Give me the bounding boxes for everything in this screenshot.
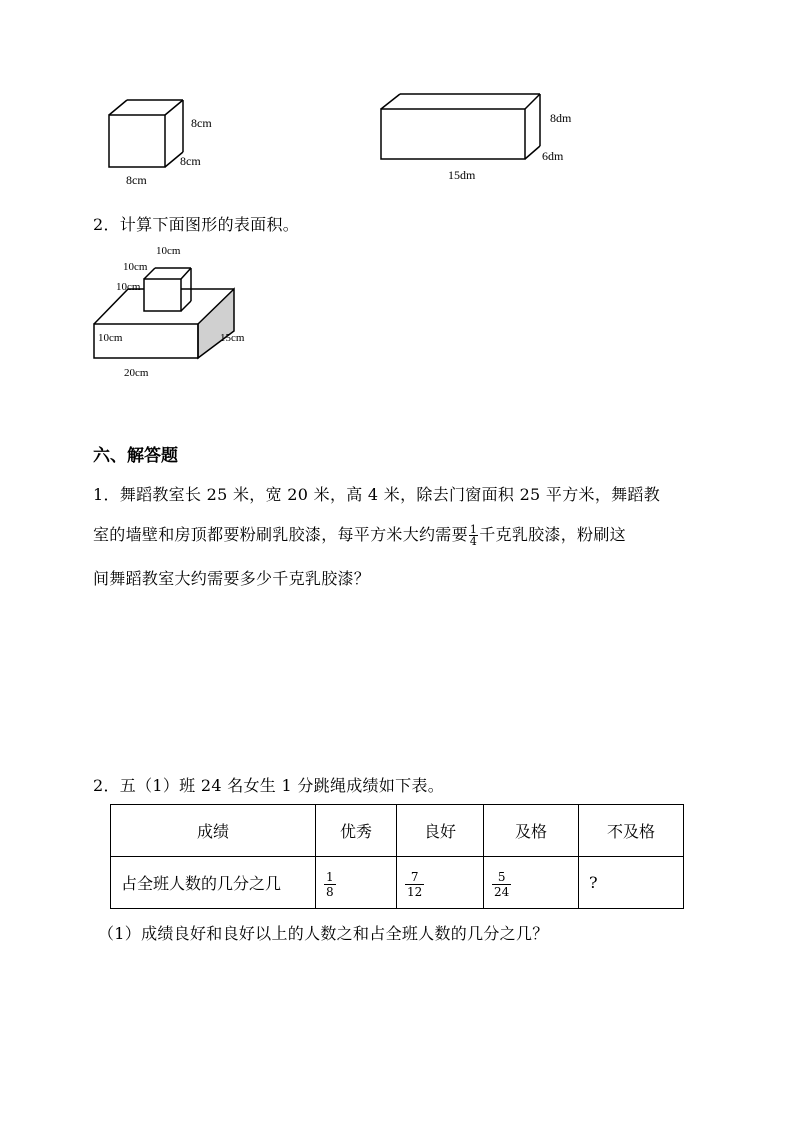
header-cell-fail: 不及格: [579, 805, 684, 857]
q2-sub-1: （1）成绩良好和良好以上的人数之和占全班人数的几分之几？: [98, 924, 549, 943]
row-label-cell: 占全班人数的几分之几: [111, 857, 316, 909]
fraction-pass: [492, 870, 511, 899]
cube-width-label: 8cm: [126, 173, 147, 187]
header-cell-pass: 及格: [484, 805, 579, 857]
q1-fraction: [469, 524, 478, 547]
fraction-cell-pass: [484, 857, 579, 909]
q1-line-2-post: 千克乳胶漆，粉刷这: [479, 525, 626, 544]
fraction-excellent-num: 1: [326, 869, 334, 884]
q1-line-1: 1．舞蹈教室长 25 米，宽 20 米，高 4 米，除去门窗面积 25 平方米，舞蹈教: [93, 485, 661, 504]
q1-line-2-pre: 室的墙壁和房顶都要粉刷乳胶漆，每平方米大约需要: [93, 525, 468, 544]
fraction-good: [405, 870, 424, 899]
cuboid-length-label: 15dm: [448, 168, 476, 182]
fraction-pass-num: 5: [492, 870, 511, 885]
q1-fraction-numerator: 1: [469, 523, 478, 536]
base-depth-label: 15cm: [220, 332, 245, 344]
top-cube-width-label: 10cm: [156, 245, 181, 257]
fraction-pass-den: 24: [494, 884, 510, 899]
composite-solid-figure: [88, 258, 248, 368]
q1-line-3: 间舞蹈教室大约需要多少千克乳胶漆？: [93, 569, 371, 588]
cuboid-height-label: 8dm: [550, 111, 572, 125]
table-row: [111, 857, 684, 909]
q1-fraction-denominator: 4: [469, 535, 478, 548]
fraction-cell-fail: ?: [579, 857, 684, 909]
base-length-label: 20cm: [124, 367, 149, 379]
fraction-excellent-den: 8: [326, 884, 334, 899]
top-cube-depth-label: 10cm: [123, 261, 148, 273]
fraction-cell-good: [397, 857, 484, 909]
cube-depth-label: 8cm: [180, 154, 201, 168]
base-height-label: 10cm: [98, 332, 123, 344]
header-cell-excellent: 优秀: [316, 805, 397, 857]
grades-table: [110, 804, 684, 909]
q1-line-2: [93, 522, 626, 547]
problem-2-text: 2．计算下面图形的表面积。: [93, 215, 300, 234]
fraction-excellent: [324, 870, 336, 899]
section-six-title: 六、解答题: [93, 446, 178, 466]
cube-figure: [100, 92, 230, 192]
fraction-good-den: 12: [407, 884, 423, 899]
cuboid-depth-label: 6dm: [542, 149, 564, 163]
table-header-row: [111, 805, 684, 857]
fraction-good-num: 7: [405, 870, 424, 885]
fraction-cell-excellent: [316, 857, 397, 909]
cuboid-figure: [372, 88, 552, 168]
header-cell-grade: 成绩: [111, 805, 316, 857]
header-cell-good: 良好: [397, 805, 484, 857]
top-cube-height-label: 10cm: [116, 281, 141, 293]
q2-intro: 2．五（1）班 24 名女生 1 分跳绳成绩如下表。: [93, 776, 445, 795]
cube-height-label: 8cm: [191, 116, 212, 130]
